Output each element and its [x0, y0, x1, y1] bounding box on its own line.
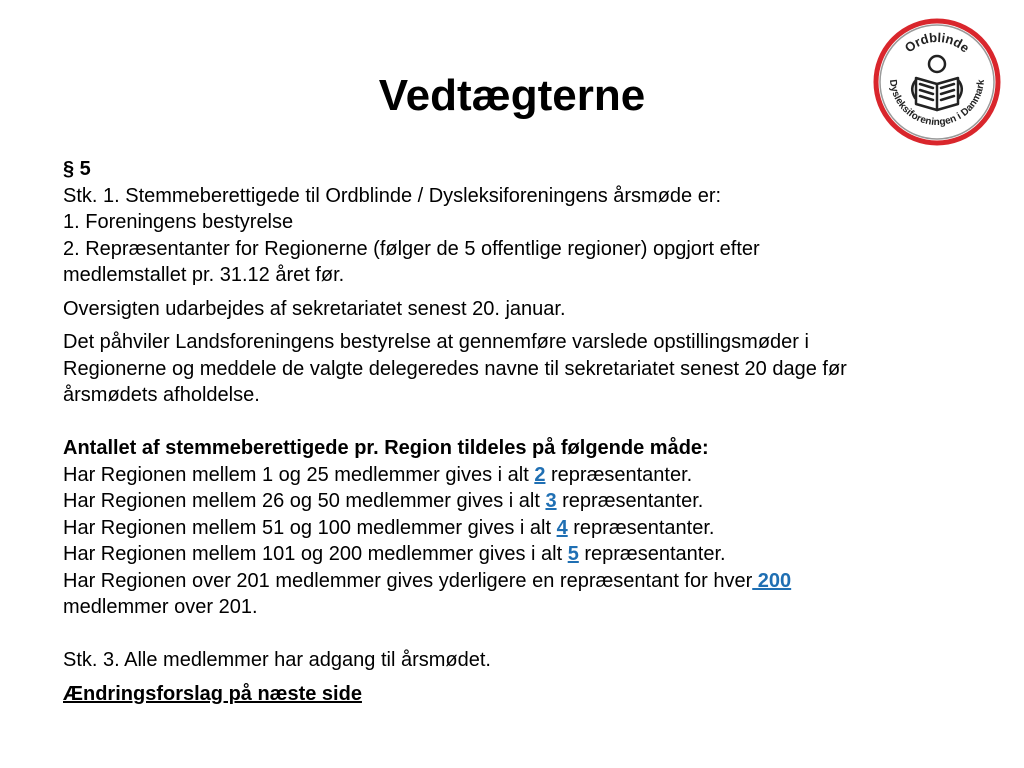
duty-line2: Regionerne og meddele de valgte delegeredes navne til sekretariatet senest 20 dage før [63, 357, 847, 380]
representatives-line1: 2. Repræsentanter for Regionerne (følger de 5 offentlige regioner) opgjort efter [63, 237, 760, 260]
rule-line [63, 515, 983, 542]
list-item-board: 1. Foreningens bestyrelse [63, 211, 294, 233]
rule-text: Har Regionen mellem 26 og 50 medlemmer gives i alt [63, 490, 546, 512]
allocation-heading: Antallet af stemmeberettigede pr. Region tildeles på følgende måde: [63, 437, 709, 459]
next-page-link-line [63, 681, 983, 708]
overview-text: Oversigten udarbejdes af sekretariatet senest 20. januar. [63, 297, 566, 320]
rule-text: Har Regionen mellem 101 og 200 medlemmer gives i alt [63, 543, 568, 565]
rule-line [63, 488, 983, 515]
next-page-link[interactable]: Ændringsforslag på næste side [63, 682, 362, 705]
rule-suffix: repræsentanter. [556, 490, 704, 512]
representatives-line2: medlemstallet pr. 31.12 året før. [63, 264, 345, 286]
rule-text: Har Regionen over 201 medlemmer gives yderligere en repræsentant for hver [63, 569, 753, 592]
rule-text: Har Regionen mellem 1 og 25 medlemmer gives i alt [63, 463, 535, 486]
rule-line2: medlemmer over 201. [63, 596, 258, 618]
logo-top-text: Ordblinde [901, 29, 973, 56]
rule-line [63, 462, 983, 489]
representatives-count-link[interactable]: 5 [567, 543, 579, 565]
rule-suffix: repræsentanter. [545, 463, 693, 486]
representatives-count-link[interactable]: 3 [545, 490, 557, 512]
ordblinde-logo [873, 18, 1001, 146]
representatives-count-link[interactable]: 4 [556, 516, 568, 539]
per-members-link[interactable]: 200 [752, 569, 792, 592]
spacer [63, 621, 983, 648]
list-item-representatives [63, 236, 983, 289]
slide-title: Vedtægterne [378, 71, 646, 120]
stk1-text: Stk. 1. Stemmeberettigede til Ordblinde / Dysleksiforeningens årsmøde er: [63, 184, 722, 207]
rule-text: Har Regionen mellem 51 og 100 medlemmer gives i alt [63, 516, 557, 539]
slide-body [63, 156, 983, 707]
representatives-count-link[interactable]: 2 [534, 463, 546, 486]
section-heading: § 5 [63, 158, 91, 180]
duty-line3: årsmødets afholdelse. [63, 384, 260, 406]
rule-line [63, 541, 983, 568]
duty-paragraph [63, 329, 983, 409]
logo-bottom-text: Dysleksiforeningen i Danmark [886, 78, 988, 129]
spacer [63, 409, 983, 436]
duty-line1: Det påhviler Landsforeningens bestyrelse at gennemføre varslede opstillingsmøder i [63, 331, 809, 353]
rule-suffix: repræsentanter. [567, 516, 715, 539]
rule-line-over [63, 568, 983, 621]
stk3-text: Stk. 3. Alle medlemmer har adgang til årsmødet. [63, 649, 491, 671]
rule-suffix: repræsentanter. [578, 543, 726, 565]
